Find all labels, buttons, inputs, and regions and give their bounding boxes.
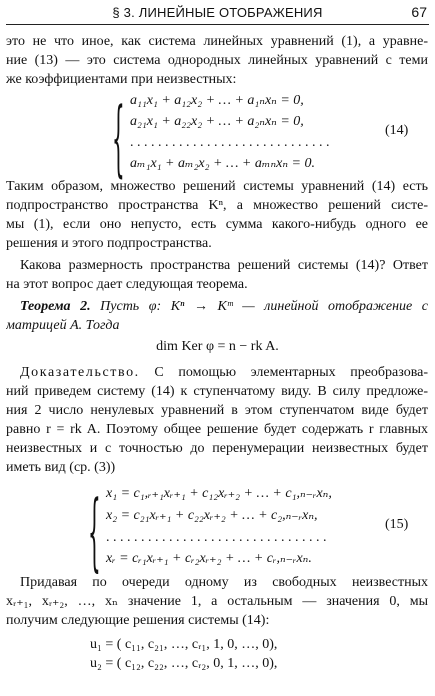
proof-label: Доказательство.	[20, 365, 140, 380]
paragraph-line: подпространство пространства Kⁿ, а множество решений систе-	[6, 198, 428, 213]
equation-row: a₂₁x₁ + a₂₂x₂ + … + a₂ₙxₙ = 0,	[130, 114, 304, 129]
equation-row: aₘ₁x₁ + aₘ₂x₂ + … + aₘₙxₙ = 0.	[130, 156, 315, 171]
proof-line: неизвестных и с точностью до перенумерации неизвестных будет	[6, 441, 428, 456]
theorem-text: матрицей A. Тогда	[6, 318, 120, 333]
paragraph-line: мы (1), если оно непусто, есть сумма какого-нибудь одного ее	[6, 217, 428, 232]
running-header	[6, 2, 429, 25]
paragraph-line: ние (13) — это система однородных линейных уравнений с теми	[6, 53, 428, 68]
paragraph-line: получим следующие решения системы (14):	[6, 613, 270, 628]
paragraph-line: Придавая по очереди одному из свободных неизвестных	[20, 575, 428, 590]
proof-text: С помощью элементарных преобразова-	[154, 365, 428, 380]
equation-number: (14)	[385, 123, 409, 138]
equation-row: x₁ = c₁,ᵣ₊₁xᵣ₊₁ + c₁₂xᵣ₊₂ + … + c₁,ₙ₋ᵣxₙ,	[106, 486, 332, 501]
equation-dots: . . . . . . . . . . . . . . . . . . . . . . . . . . . . . . . .	[106, 530, 327, 545]
equation-row: a₁₁x₁ + a₁₂x₂ + … + a₁ₙxₙ = 0,	[130, 93, 304, 108]
paragraph-line: xᵣ₊₁, xᵣ₊₂, …, xₙ значение 1, а остальным — значения 0, мы	[6, 594, 428, 609]
paragraph-line: Таким образом, множество решений системы уравнений (14) есть	[6, 179, 428, 194]
section-title: § 3. ЛИНЕЙНЫЕ ОТОБРАЖЕНИЯ	[112, 5, 323, 20]
proof-line: ний приведем систему (14) к ступенчатому виду. В силу предложе-	[6, 384, 428, 399]
theorem-text: Пусть φ: Kⁿ → Kᵐ — линейной отображение с	[100, 299, 428, 314]
solution-vector: u₁ = ( c₁₁, c₂₁, …, cᵣ₁, 1, 0, …, 0),	[90, 637, 278, 652]
equation-row: x₂ = c₂₁xᵣ₊₁ + c₂₂xᵣ₊₂ + … + c₂,ₙ₋ᵣxₙ,	[106, 508, 318, 523]
paragraph-line: на этот вопрос дает следующая теорема.	[6, 277, 248, 292]
proof-line: ния 2 число ненулевых уравнений в этом ступенчатом виде будет	[6, 403, 428, 418]
paragraph-line: решения и этого подпространства.	[6, 236, 212, 251]
proof-line: равно r = rk A. Поэтому общее решение будет содержать r главных	[6, 422, 428, 437]
paragraph-line: же коэффициентами при неизвестных:	[6, 72, 237, 87]
equation-row: xᵣ = cᵣ₁xᵣ₊₁ + cᵣ₂xᵣ₊₂ + … + cᵣ,ₙ₋ᵣxₙ.	[106, 551, 312, 566]
theorem-formula: dim Ker φ = n − rk A.	[156, 339, 279, 354]
left-brace: {	[112, 88, 125, 187]
theorem-label: Теорема 2.	[20, 299, 91, 314]
equation-number: (15)	[385, 517, 409, 532]
proof-line: иметь вид (ср. (3))	[6, 460, 116, 475]
paragraph-line: Какова размерность пространства решений системы (14)? Ответ	[20, 258, 428, 273]
page-number: 67	[411, 4, 427, 20]
proof-line	[20, 364, 428, 381]
equation-dots: . . . . . . . . . . . . . . . . . . . . . . . . . . . . .	[130, 135, 330, 150]
theorem-statement	[20, 298, 428, 315]
solution-vector: u₂ = ( c₁₂, c₂₂, …, cᵣ₂, 0, 1, …, 0),	[90, 656, 278, 671]
left-brace: {	[88, 480, 101, 581]
paragraph-line: это не что иное, как система линейных уравнений (1), а уравне-	[6, 34, 428, 49]
